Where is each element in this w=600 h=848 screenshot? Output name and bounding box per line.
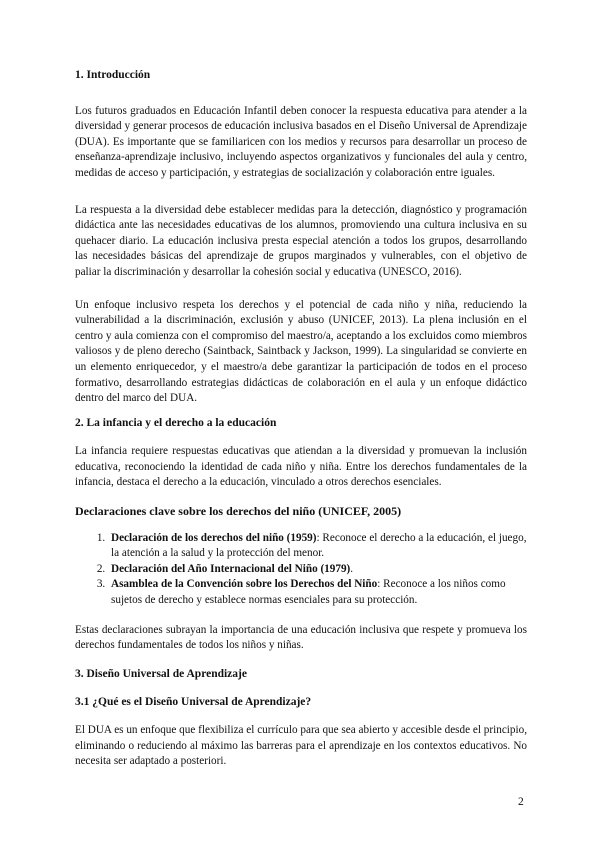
declaration-item [108,531,527,562]
declarations-heading: Declaraciones clave sobre los derechos del niño (UNICEF, 2005) [75,504,402,519]
section-3-heading: 3. Diseño Universal de Aprendizaje [75,667,247,680]
declaration-text: : Reconoce a los niños como sujetos de derecho y establece normas esenciales para su protección. [111,578,506,607]
intro-paragraph-1: Los futuros graduados en Educación Infantil deben conocer la respuesta educativa para atender a la diversidad y generar procesos de educación inclusiva basados en el Diseño Universal de Aprendizaje (DUA). Es importante que se familiaricen con los medios y recursos para desarrollar un proceso de enseñanza-aprendizaje inclusivo, incluyendo aspectos organizativos y funcionales del aula y centro, medidas de acceso y participación, y estrategias de socialización y colaboración entre iguales. [75,104,527,179]
page-content [75,68,527,770]
page-number: 2 [518,796,524,808]
section-3-1-paragraph-1: El DUA es un enfoque que flexibiliza el currículo para que sea abierto y accesible desde el principio, eliminando o reduciendo al máximo las barreras para el aprendizaje en los contextos educativos. No necesita ser adaptado a posteriori. [75,724,527,768]
declaration-item [108,577,527,608]
intro-paragraph-3: Un enfoque inclusivo respeta los derechos y el potencial de cada niño y niña, reduciendo la vulnerabilidad a la discriminación, exclusión y abuso (UNICEF, 2013). La plena inclusión en el centro y aula comienza con el compromiso del maestro/a, aceptando a los excluidos como miembros valiosos y de pleno derecho (Saintback, Saintback y Jackson, 1999). La singularidad se convierte en un elemento enriquecedor, y el maestro/a debe garantizar la participación de todos en el proceso formativo, desarrollando estrategias didácticas de colaboración en el aula y un enfoque didáctico dentro del marco del DUA. [75,298,527,405]
declarations-list [75,531,527,609]
declaration-text: : Reconoce el derecho a la educación, el juego, la atención a la salud y la protección del menor. [111,531,527,560]
section-2-paragraph-1: La infancia requiere respuestas educativas que atiendan a la diversidad y promuevan la inclusión educativa, reconociendo la identidad de cada niño y niña. Entre los derechos fundamentales de la infancia, destaca el derecho a la educación, vinculado a otros derechos esenciales. [75,445,527,489]
declaration-title: Asamblea de la Convención sobre los Derechos del Niño [111,578,378,591]
section-2-heading: 2. La infancia y el derecho a la educación [75,416,277,429]
declaration-text: . [350,562,354,575]
declaration-item [108,562,527,578]
declaration-title: Declaración de los derechos del niño (1959) [111,531,317,544]
intro-paragraph-2: La respuesta a la diversidad debe establecer medidas para la detección, diagnóstico y programación didáctica ante las necesidades educativas de los alumnos, promoviendo una cultura inclusiva en su quehacer diario. La educación inclusiva presta especial atención a todos los grupos, desarrollando las necesidades básicas del aprendizaje de grupos marginados y vulnerables, con el objetivo de paliar la discriminación y desarrollar la cohesión social y educativa (UNESCO, 2016). [75,203,527,278]
section-3-1-heading: 3.1 ¿Qué es el Diseño Universal de Aprendizaje? [75,696,312,709]
intro-heading: 1. Introducción [75,69,151,81]
section-2-paragraph-2: Estas declaraciones subrayan la importancia de una educación inclusiva que respete y promueva los derechos fundamentales de todos los niños y niñas. [75,623,527,652]
declaration-title: Declaración del Año Internacional del Niño (1979) [111,562,351,575]
